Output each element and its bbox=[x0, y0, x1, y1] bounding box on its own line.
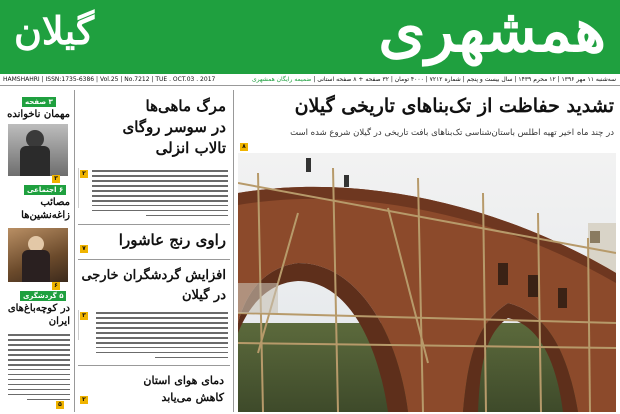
story-divider bbox=[78, 224, 230, 225]
lead-photo-bridge bbox=[238, 153, 616, 412]
column-divider bbox=[233, 90, 234, 412]
story-headline bbox=[119, 230, 226, 250]
page-number-marker: ۷ bbox=[80, 245, 88, 253]
page-number-marker: ۲ bbox=[80, 396, 88, 404]
story-divider bbox=[78, 365, 230, 366]
story-body-text bbox=[92, 170, 228, 220]
headline-line: دمای هوای استان bbox=[143, 374, 224, 387]
lead-subheadline: در چند ماه اخیر تهیه اطلس باستان‌شناسی تک‌بناهای بافت تاریخی در گیلان شروع شده است bbox=[290, 128, 614, 138]
story-headline bbox=[143, 372, 224, 406]
page-number-marker: ۵ bbox=[56, 401, 64, 409]
sidebar-title: در کوچه‌باغ‌های ایران bbox=[7, 303, 70, 327]
column-divider bbox=[74, 90, 75, 412]
dateline-supplement: ضمیمه رایگان همشهری bbox=[251, 76, 312, 83]
sidebar-badge: ۶ اجتماعی bbox=[24, 185, 66, 195]
sidebar-photo bbox=[8, 124, 68, 176]
headline-line: در گیلان bbox=[181, 288, 226, 303]
headline-line: افزایش گردشگران خارجی bbox=[81, 268, 226, 283]
sidebar-badge: ۳ صفحه bbox=[22, 97, 56, 107]
dateline-persian: سه‌شنبه ۱۱ مهر ۱۳۹۶ | ۱۲ محرم ۱۴۳۹ | سال بیست و پنجم | شماره ۷۲۱۲ | ۴۰۰۰ تومان | ۳۲ صفحه + ۸ صفحه استانی | ضمیمه رایگان همشهری bbox=[251, 76, 616, 83]
page-number-marker: ۶ bbox=[52, 282, 60, 290]
dateline-english: HAMSHAHRI | ISSN:1735-6386 | Vol.25 | No.7212 | TUE . OCT.03 . 2017 bbox=[3, 76, 216, 83]
sidebar-title: مصائب زاغه‌نشین‌ها bbox=[21, 197, 70, 221]
story-headline bbox=[123, 96, 226, 159]
sidebar-badge: ۵ گردشگری bbox=[20, 291, 66, 301]
page-number-marker: ۳ bbox=[80, 312, 88, 320]
headline-line: تالاب انزلی bbox=[155, 139, 226, 157]
dateline-persian-text: سه‌شنبه ۱۱ مهر ۱۳۹۶ | ۱۲ محرم ۱۴۳۹ | سال بیست و پنجم | شماره ۷۲۱۲ | ۴۰۰۰ تومان | ۳۲ صفحه + ۸ صفحه استانی bbox=[317, 76, 616, 83]
sidebar-title: مهمان ناخوانده bbox=[7, 109, 70, 120]
page-number-marker: ۳ bbox=[52, 175, 60, 183]
story-body-text bbox=[96, 312, 228, 362]
lead-headline: تشدید حفاظت از تک‌بناهای تاریخی گیلان bbox=[294, 95, 614, 117]
sidebar-photo bbox=[8, 228, 68, 282]
masthead-subtitle: گیلان bbox=[14, 8, 95, 53]
bridge-illustration bbox=[238, 153, 616, 412]
sidebar-body-text bbox=[8, 334, 70, 404]
headline-line: راوی رنج عاشورا bbox=[118, 231, 226, 249]
masthead-title: همشهری bbox=[378, 0, 606, 66]
story-headline bbox=[81, 266, 226, 306]
headline-line: مرگ ماهی‌ها bbox=[145, 97, 226, 115]
story-divider bbox=[78, 259, 230, 260]
headline-line: کاهش می‌یابد bbox=[161, 391, 224, 404]
masthead bbox=[0, 0, 620, 74]
headline-line: در سوسر روگای bbox=[122, 118, 226, 136]
dateline bbox=[0, 74, 620, 86]
page-number-marker: ۲ bbox=[80, 170, 88, 178]
page-number-marker: ۸ bbox=[240, 143, 248, 151]
